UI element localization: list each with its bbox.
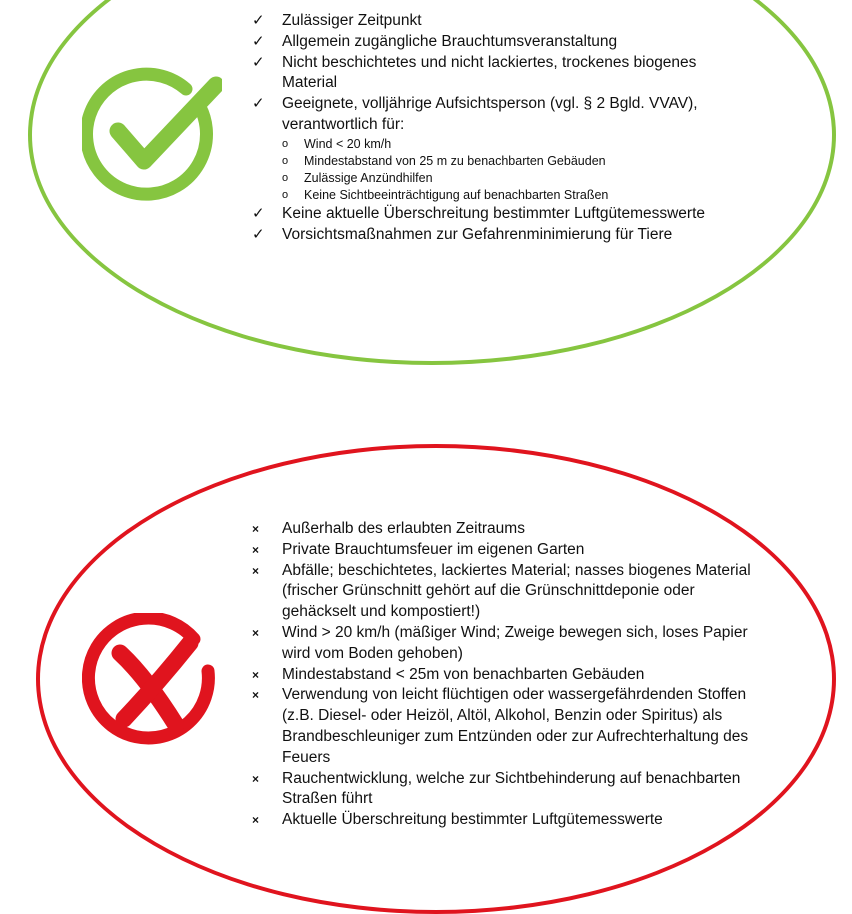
forbidden-item: [252, 810, 772, 831]
checkmark-bullet-icon: ✓: [252, 225, 265, 243]
allowed-subitem: [282, 187, 722, 204]
allowed-subitem-text: Mindestabstand von 25 m zu benachbarten Gebäuden: [304, 153, 606, 168]
forbidden-item-text: Private Brauchtumsfeuer im eigenen Garten: [282, 540, 585, 558]
cross-bullet-icon: ×: [252, 563, 260, 578]
cross-bullet-icon: ×: [252, 625, 260, 640]
allowed-item: [252, 94, 722, 204]
allowed-item: [252, 11, 722, 32]
allowed-subitem-text: Keine Sichtbeeinträchtigung auf benachbarten Straßen: [304, 187, 609, 202]
forbidden-item-text: Aktuelle Überschreitung bestimmter Luftgütemesswerte: [282, 811, 663, 829]
forbidden-item: [252, 561, 772, 623]
allowed-item: [252, 32, 722, 53]
forbidden-item: [252, 540, 772, 561]
allowed-item: [252, 204, 722, 225]
forbidden-item: [252, 519, 772, 540]
checkmark-bullet-icon: ✓: [252, 53, 265, 71]
forbidden-item-text: Abfälle; beschichtetes, lackiertes Material; nasses biogenes Material (frischer Grünschnitt gehört auf die Grünschnittdeponie oder gehäckselt und kompostiert!): [282, 561, 751, 621]
forbidden-item: [252, 665, 772, 686]
forbidden-item: [252, 623, 772, 665]
checkmark-bullet-icon: ✓: [252, 204, 265, 222]
forbidden-item-text: Außerhalb des erlaubten Zeitraums: [282, 520, 525, 537]
forbidden-item-text: Mindestabstand < 25m von benachbarten Gebäuden: [282, 665, 645, 683]
allowed-subitem: [282, 153, 722, 170]
cross-bullet-icon: ×: [252, 667, 260, 682]
allowed-subitem-text: Zulässige Anzündhilfen: [304, 170, 433, 185]
cross-bullet-icon: ×: [252, 688, 260, 703]
circle-bullet-icon: o: [282, 154, 289, 167]
allowed-item: [252, 225, 722, 246]
allowed-subitem: [282, 136, 722, 153]
forbidden-item-text: Verwendung von leicht flüchtigen oder wassergefährdenden Stoffen (z.B. Diesel- oder Heizöl, Altöl, Alkohol, Benzin oder Spiritus) als Brandbeschleuniger zum Entzünden oder zur Aufrechterhaltung des Feuers: [282, 686, 749, 766]
cross-bullet-icon: ×: [252, 771, 260, 786]
circle-bullet-icon: o: [282, 137, 289, 150]
allowed-item-text: Allgemein zugängliche Brauchtumsveranstaltung: [282, 32, 618, 50]
allowed-list: [252, 11, 722, 245]
cross-bullet-icon: ×: [252, 522, 260, 536]
check-circle-icon: [82, 65, 222, 205]
allowed-sublist: [282, 136, 722, 204]
allowed-subitem: [282, 170, 722, 187]
cross-bullet-icon: ×: [252, 542, 260, 557]
allowed-item-text: Keine aktuelle Überschreitung bestimmter Luftgütemesswerte: [282, 204, 706, 222]
allowed-item-text: Geeignete, volljährige Aufsichtsperson (vgl. § 2 Bgld. VVAV), verantwortlich für:: [282, 95, 698, 133]
forbidden-item: [252, 769, 772, 811]
forbidden-item-text: Wind > 20 km/h (mäßiger Wind; Zweige bewegen sich, loses Papier wird vom Boden gehoben): [282, 623, 748, 662]
allowed-item-text: Vorsichtsmaßnahmen zur Gefahrenminimierung für Tiere: [282, 225, 673, 243]
circle-bullet-icon: o: [282, 188, 289, 201]
allowed-subitem-text: Wind < 20 km/h: [304, 136, 392, 151]
checkmark-bullet-icon: ✓: [252, 12, 265, 29]
checkmark-bullet-icon: ✓: [252, 32, 265, 50]
circle-bullet-icon: o: [282, 171, 289, 184]
forbidden-list: [252, 519, 772, 831]
checkmark-bullet-icon: ✓: [252, 95, 265, 113]
forbidden-item: [252, 685, 772, 768]
cross-circle-icon: [82, 613, 222, 753]
allowed-item-text: Zulässiger Zeitpunkt: [282, 12, 422, 29]
allowed-item-text: Nicht beschichtetes und nicht lackiertes, trockenes biogenes Material: [282, 53, 697, 92]
allowed-item: [252, 53, 722, 95]
forbidden-item-text: Rauchentwicklung, welche zur Sichtbehinderung auf benachbarten Straßen führt: [282, 769, 741, 808]
cross-bullet-icon: ×: [252, 813, 260, 828]
